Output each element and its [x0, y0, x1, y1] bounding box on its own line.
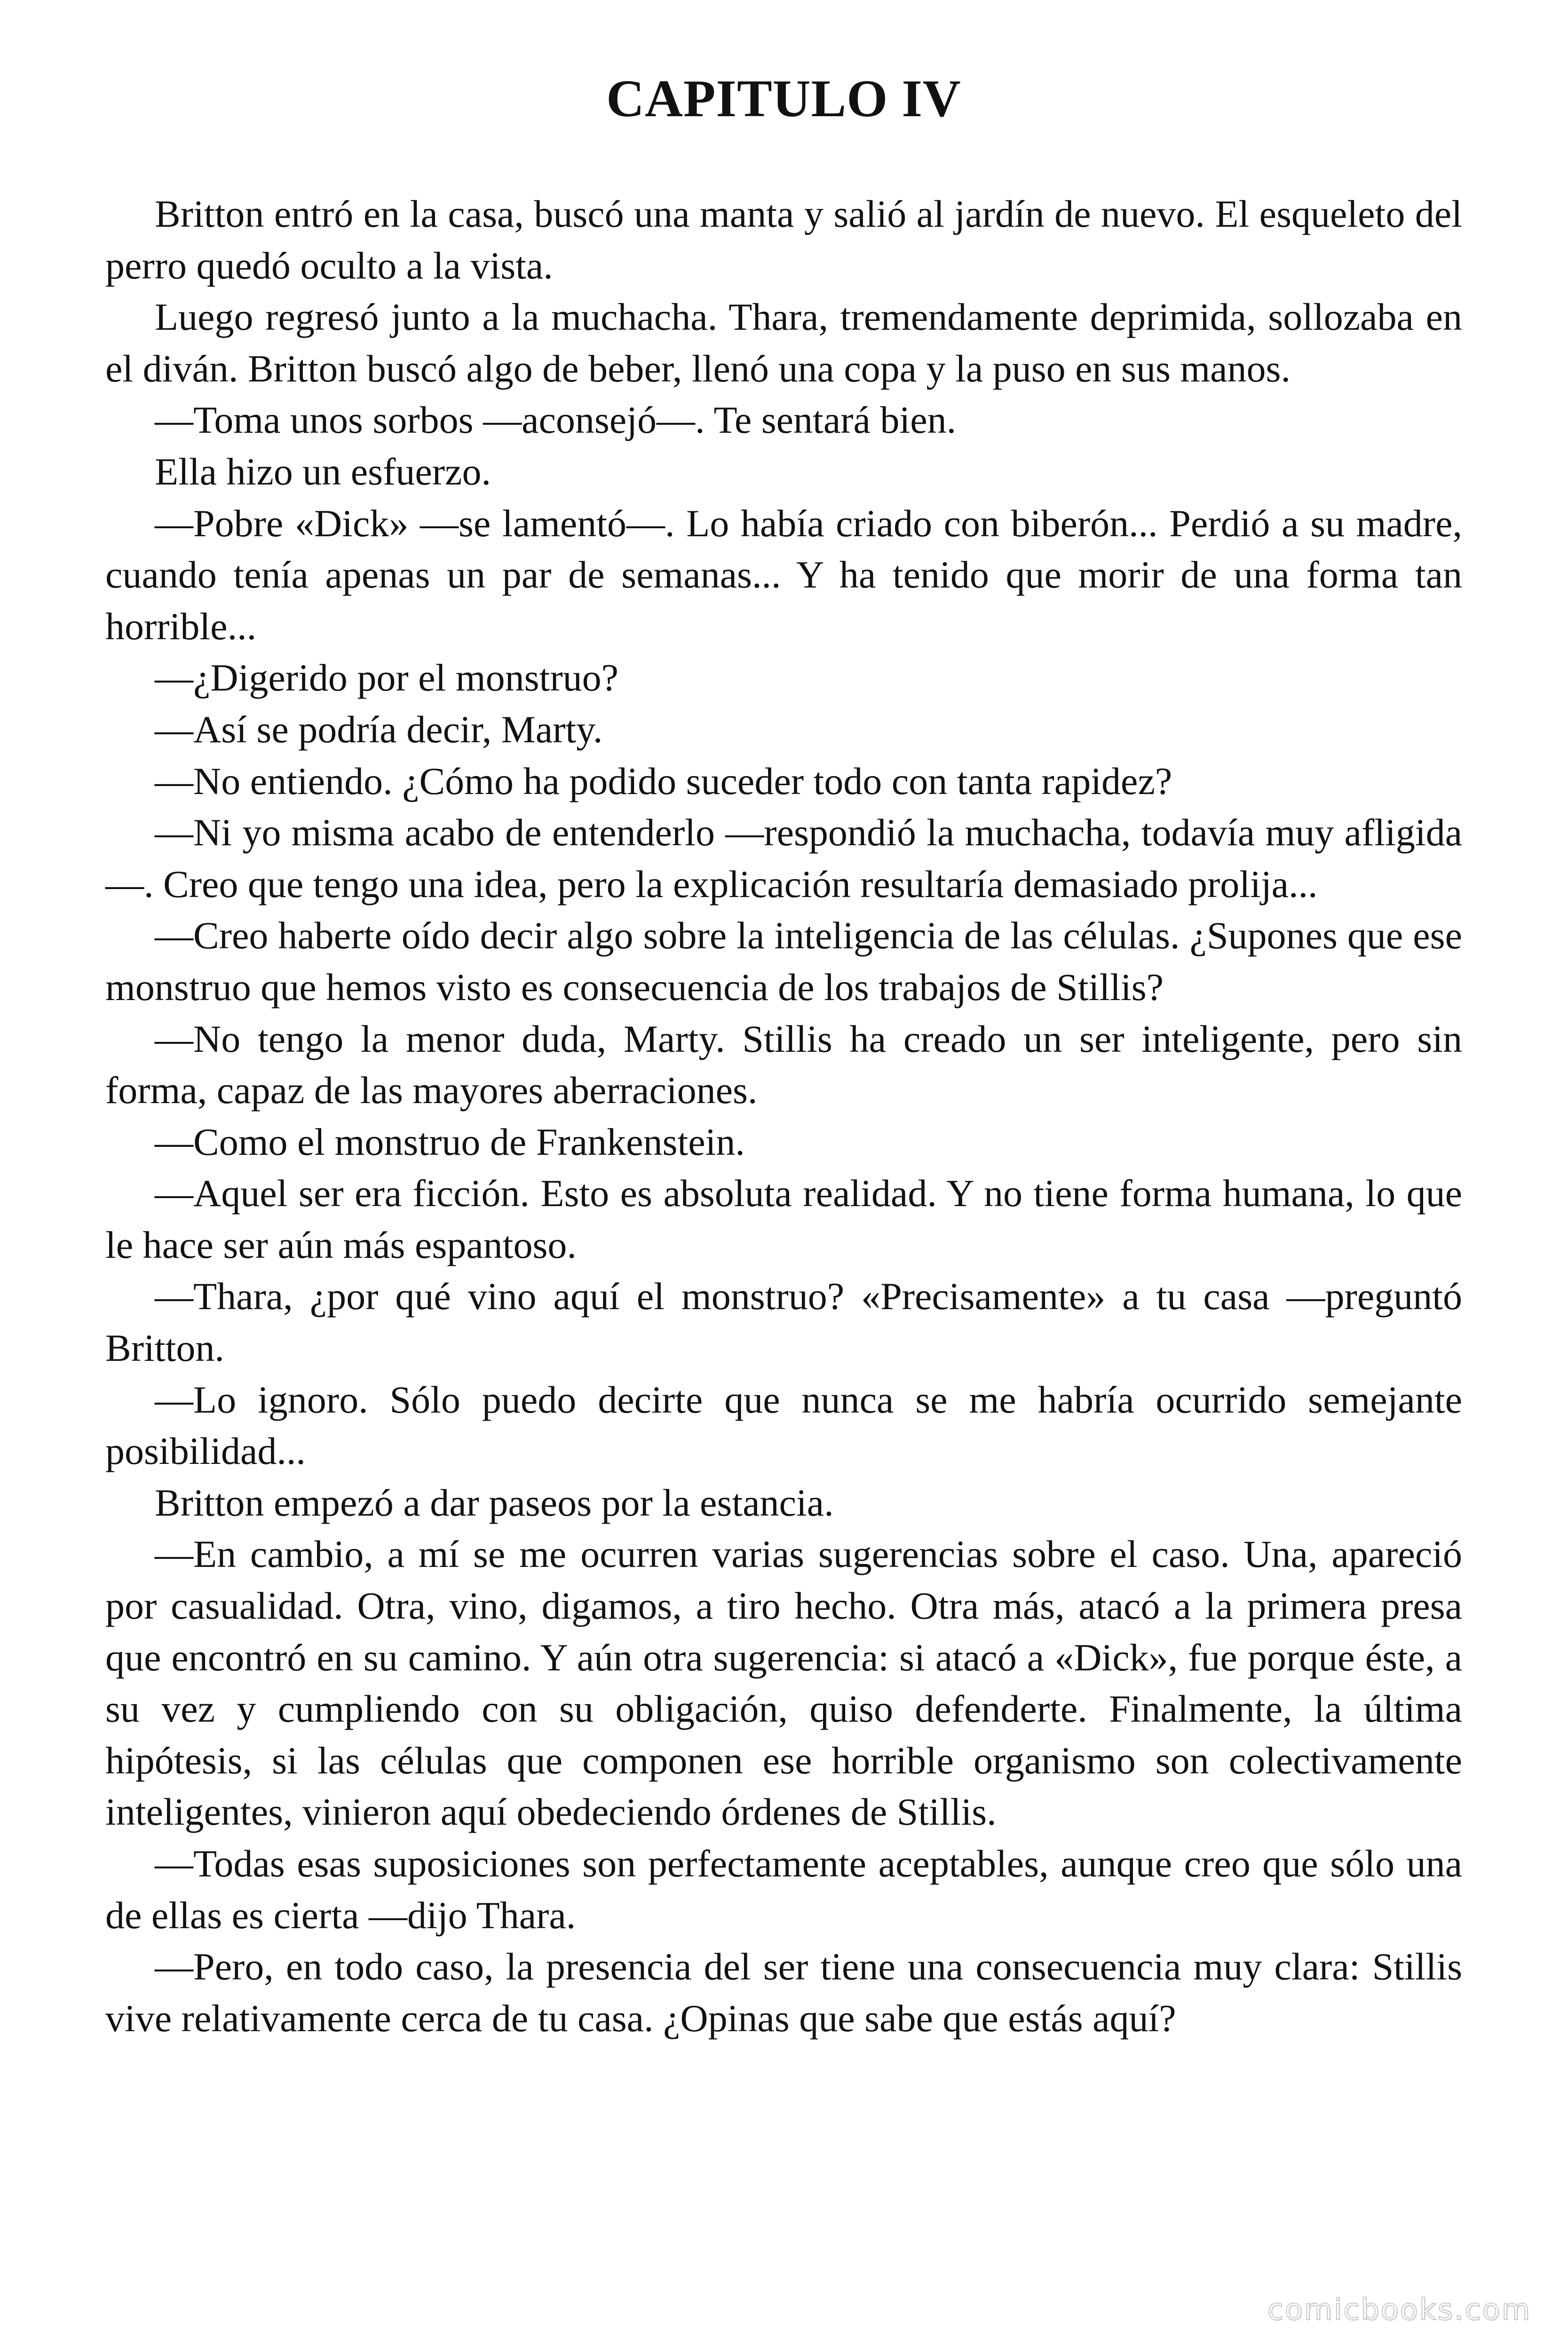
chapter-body	[105, 188, 1462, 2044]
paragraph: —Como el monstruo de Frankenstein.	[155, 1120, 745, 1163]
paragraph: —No tengo la menor duda, Marty. Stillis ha creado un ser inteligente, pero sin forma, capaz de las mayores aberraciones.	[105, 1017, 1462, 1112]
paragraph: —Creo haberte oído decir algo sobre la inteligencia de las células. ¿Supones que ese monstruo que hemos visto es consecuencia de los trabajos de Stillis?	[105, 914, 1462, 1009]
paragraph: —Thara, ¿por qué vino aquí el monstruo? «Precisamente» a tu casa —preguntó Britton.	[105, 1275, 1462, 1370]
paragraph: —Todas esas suposiciones son perfectamente aceptables, aunque creo que sólo una de ellas es cierta —dijo Thara.	[105, 1842, 1462, 1937]
paragraph: —¿Digerido por el monstruo?	[155, 656, 619, 699]
paragraph: Britton empezó a dar paseos por la estancia.	[155, 1481, 834, 1524]
paragraph: —Lo ignoro. Sólo puedo decirte que nunca se me habría ocurrido semejante posibilidad...	[105, 1378, 1462, 1473]
paragraph: —Aquel ser era ficción. Esto es absoluta realidad. Y no tiene forma humana, lo que le hace ser aún más espantoso.	[105, 1172, 1462, 1266]
paragraph: Britton entró en la casa, buscó una manta y salió al jardín de nuevo. El esqueleto del perro quedó oculto a la vista.	[105, 192, 1462, 287]
paragraph: —En cambio, a mí se me ocurren varias sugerencias sobre el caso. Una, apareció por casualidad. Otra, vino, digamos, a tiro hecho. Otra más, atacó a la primera presa que encontró en su camino. Y aún otra sugerencia: si atacó a «Dick», fue porque éste, a su vez y cumpliendo con su obligación, quiso defenderte. Finalmente, la última hipótesis, si las células que componen ese horrible organismo son colectivamente inteligentes, vinieron aquí obedeciendo órdenes de Stillis.	[105, 1533, 1462, 1834]
paragraph: Luego regresó junto a la muchacha. Thara, tremendamente deprimida, sollozaba en el diván. Britton buscó algo de beber, llenó una copa y la puso en sus manos.	[105, 295, 1462, 390]
paragraph: —Pero, en todo caso, la presencia del ser tiene una consecuencia muy clara: Stillis vive relativamente cerca de tu casa. ¿Opinas que sabe que estás aquí?	[105, 1945, 1462, 2040]
paragraph: —Así se podría decir, Marty.	[155, 707, 603, 751]
watermark: comicbooks.com	[1267, 2292, 1531, 2327]
paragraph: —No entiendo. ¿Cómo ha podido suceder todo con tanta rapidez?	[155, 759, 1172, 803]
book-page	[105, 0, 1462, 2044]
paragraph: —Ni yo misma acabo de entenderlo —respondió la muchacha, todavía muy afligida—. Creo que tengo una idea, pero la explicación resultaría demasiado prolija...	[105, 811, 1462, 906]
paragraph: —Toma unos sorbos —aconsejó—. Te sentará bien.	[155, 398, 957, 442]
paragraph: —Pobre «Dick» —se lamentó—. Lo había criado con biberón... Perdió a su madre, cuando tenía apenas un par de semanas... Y ha tenido que morir de una forma tan horrible...	[105, 501, 1462, 648]
chapter-title: CAPITULO IV	[606, 70, 961, 128]
paragraph: Ella hizo un esfuerzo.	[155, 450, 491, 493]
